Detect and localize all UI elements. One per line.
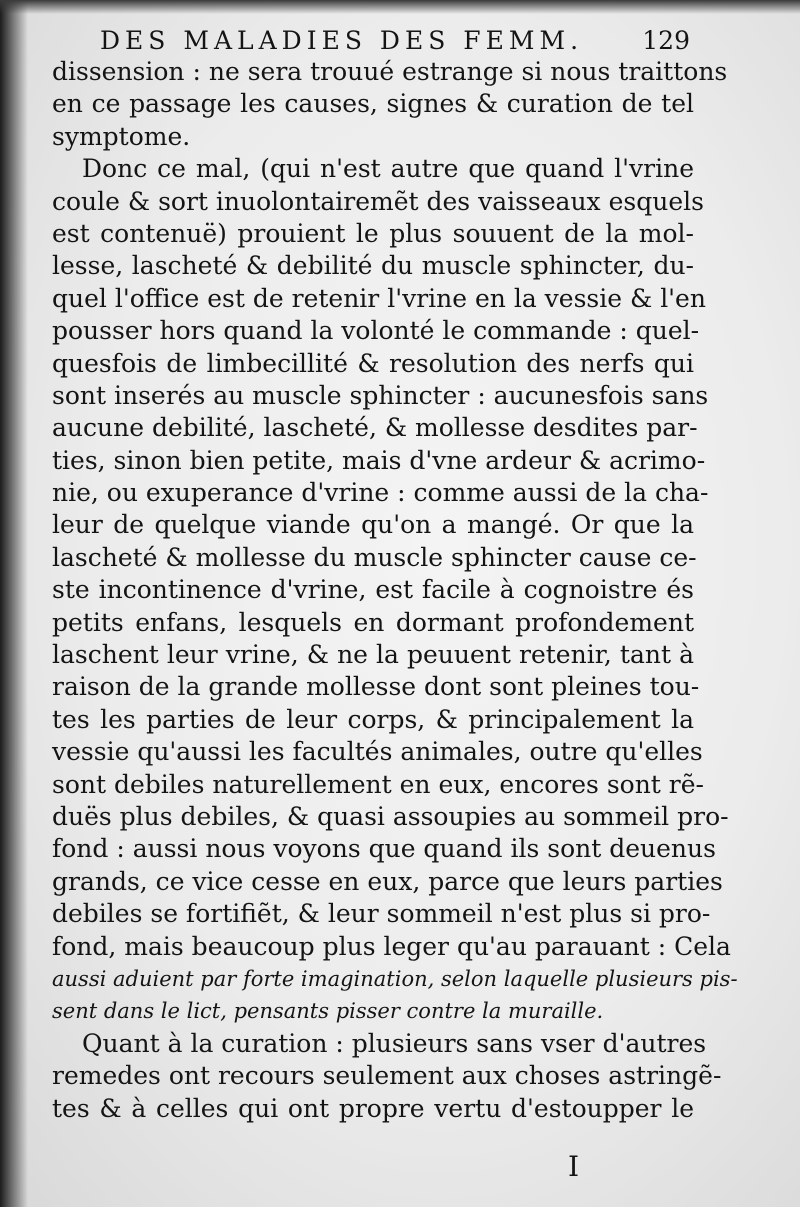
- text-line: quesfois de limbecillité & resolution des nerfs qui: [52, 348, 694, 378]
- signature-mark: I: [568, 1150, 580, 1183]
- text-line: pousser hors quand la volonté le commande : quel-: [52, 316, 700, 346]
- page-number: 129: [642, 26, 690, 55]
- text-line: laschent leur vrine, & ne la peuuent retenir, tant à: [52, 640, 694, 670]
- text-line: vessie qu'aussi les facultés animales, outre qu'elles: [52, 737, 703, 767]
- text-line: coule & sort inuolontairemẽt des vaisseaux esquels: [52, 186, 704, 216]
- text-line: sont inserés au muscle sphincter : aucunesfois sans: [52, 380, 709, 410]
- text-line: est contenuë) prouient le plus souuent de la mol-: [52, 218, 694, 248]
- text-line: dissension : ne sera trouué estrange si nous traittons: [52, 57, 728, 86]
- text-line: remedes ont recours seulement aux choses astringẽ-: [52, 1061, 722, 1091]
- text-line: Quant à la curation : plusieurs sans vser d'autres: [82, 1028, 707, 1058]
- text-line: en ce passage les causes, signes & curation de tel: [52, 89, 694, 119]
- text-line: raison de la grande mollesse dont sont pleines tou-: [52, 672, 700, 702]
- body-text: [52, 56, 738, 1125]
- gutter-shadow: [0, 0, 28, 1207]
- text-line: symptome.: [52, 121, 191, 151]
- running-head: [100, 24, 690, 58]
- italic-text-line: aussi aduient par forte imagination, selon laquelle plusieurs pis-: [52, 966, 738, 991]
- text-line: aucune debilité, lascheté, & mollesse desdites par-: [52, 413, 698, 443]
- text-line: leur de quelque viande qu'on a mangé. Or que la: [52, 510, 694, 540]
- text-line: ties, sinon bien petite, mais d'vne ardeur & acrimo-: [52, 445, 706, 475]
- text-line: Donc ce mal, (qui n'est autre que quand l'vrine: [82, 154, 694, 184]
- text-line: tes les parties de leur corps, & principalement la: [52, 704, 694, 734]
- text-line: lesse, lascheté & debilité du muscle sphincter, du-: [52, 251, 694, 281]
- text-line: debiles se fortifiẽt, & leur sommeil n'est plus si pro-: [52, 899, 711, 929]
- running-title: DES MALADIES DES FEMM.: [100, 26, 584, 55]
- text-line: grands, ce vice cesse en eux, parce que leurs parties: [52, 866, 723, 896]
- text-line: quel l'office est de retenir l'vrine en la vessie & l'en: [52, 283, 706, 313]
- text-line: fond, mais beaucoup plus leger qu'au parauant : Cela: [52, 931, 731, 961]
- text-line: lascheté & mollesse du muscle sphincter cause ce-: [52, 542, 697, 572]
- text-line: ste incontinence d'vrine, est facile à cognoistre és: [52, 575, 694, 605]
- text-line: duës plus debiles, & quasi assoupies au sommeil pro-: [52, 801, 729, 831]
- italic-text-line: sent dans le lict, pensants pisser contre la muraille.: [52, 999, 604, 1024]
- text-line: tes & à celles qui ont propre vertu d'estoupper le: [52, 1093, 694, 1123]
- top-edge-shadow: [0, 0, 800, 14]
- text-line: sont debiles naturellement en eux, encores sont rẽ-: [52, 769, 704, 799]
- text-line: fond : aussi nous voyons que quand ils sont deuenus: [52, 834, 716, 864]
- text-line: petits enfans, lesquels en dormant profondement: [52, 607, 694, 637]
- text-line: nie, ou exuperance d'vrine : comme aussi de la cha-: [52, 478, 709, 508]
